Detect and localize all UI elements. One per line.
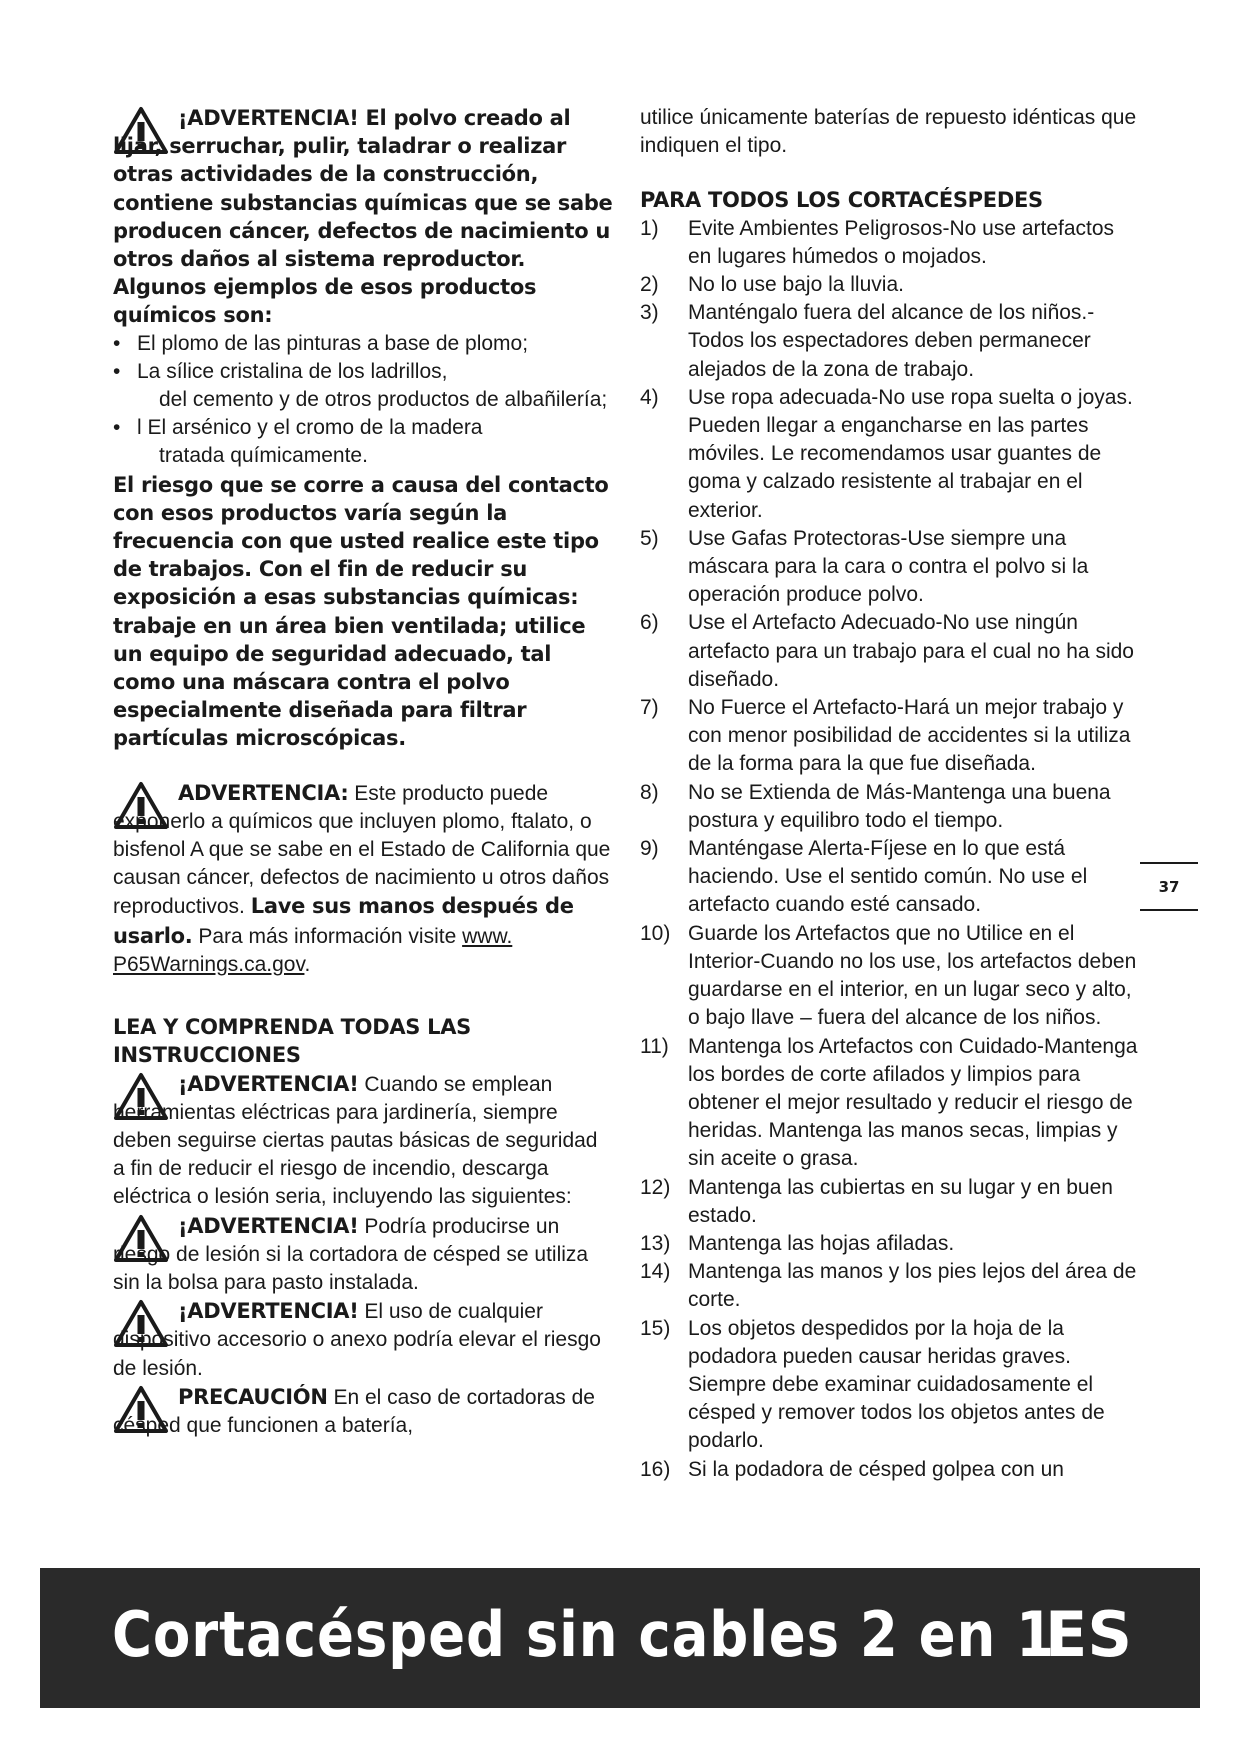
item-number: 9)	[640, 837, 659, 861]
list-item	[640, 1456, 1140, 1484]
warning-title: ¡ADVERTENCIA!	[178, 1299, 359, 1324]
item-number: 3)	[640, 301, 659, 325]
item-number: 16)	[640, 1457, 671, 1481]
item-number: 5)	[640, 526, 659, 550]
safety-rules-list	[640, 215, 1140, 1484]
item-number: 2)	[640, 273, 659, 297]
list-item: • El plomo de las pinturas a base de plomo;	[113, 330, 613, 358]
list-item	[640, 779, 1140, 835]
list-item	[640, 1174, 1140, 1230]
list-item	[640, 920, 1140, 1033]
warning-icon	[113, 1385, 169, 1435]
warning-prop65: ADVERTENCIA: Este producto puede exponerlo a químicos que incluyen plomo, ftalato, o bisfenol A que se sabe en el Estado de California que causan cáncer, defectos de nacimiento u otros daños reproductivos. Lave sus manos después de usarlo. Para más información visite www. P65Warnings.ca.gov.	[113, 780, 611, 976]
risk-paragraph: El riesgo que se corre a causa del contacto con esos productos varía según la frecuencia con que usted realice este tipo de trabajos. Con el fin de reducir su exposición a esas substancias químicas: trabaje en un área bien ventilada; utilice un equipo de seguridad adecuado, tal como una máscara contra el polvo especialmente diseñada para filtrar partículas microscópicas.	[113, 472, 609, 751]
item-text: Manténgase Alerta-Fíjese en lo que está haciendo. Use el sentido común. No use el artefacto cuando esté cansado.	[688, 837, 1088, 917]
list-item	[640, 525, 1140, 610]
warning-icon	[113, 1214, 169, 1264]
list-item	[640, 609, 1140, 694]
item-number: 8)	[640, 780, 659, 804]
warning-grass-bag: ¡ADVERTENCIA! Podría producirse un riesgo de lesión si la cortadora de césped se utiliza sin la bolsa para pasto instalada.	[113, 1213, 589, 1294]
item-number: 1)	[640, 216, 659, 240]
left-column	[113, 104, 613, 1440]
item-text: No lo use bajo la lluvia.	[688, 273, 904, 297]
item-number: 7)	[640, 696, 659, 720]
warning-title: ¡ADVERTENCIA!	[178, 1213, 359, 1238]
item-number: 11)	[640, 1034, 669, 1058]
list-item	[640, 1258, 1140, 1314]
list-item	[640, 1033, 1140, 1174]
footer-banner	[40, 1568, 1200, 1708]
item-number: 10)	[640, 921, 671, 945]
item-text: Mantenga los Artefactos con Cuidado-Mantenga los bordes de corte afilados y limpios para obtener el mejor resultado y reducir el riesgo de heridas. Mantenga las manos secas, limpias y sin aceite o grasa.	[688, 1034, 1138, 1171]
language-code: ES	[1044, 1598, 1132, 1671]
page-number: 37	[1140, 862, 1198, 911]
list-item	[640, 215, 1140, 271]
warning-accessories: ¡ADVERTENCIA! El uso de cualquier dispositivo accesorio o anexo podría elevar el riesgo de lesión.	[113, 1299, 601, 1380]
warning-title: ADVERTENCIA:	[178, 780, 349, 805]
item-text: Manténgalo fuera del alcance de los niños.-Todos los espectadores deben permanecer alejados de la zona de trabajo.	[688, 301, 1095, 381]
item-number: 4)	[640, 385, 659, 409]
p65-warnings-link[interactable]: www. P65Warnings.ca.gov	[113, 924, 513, 976]
list-item	[640, 384, 1140, 525]
list-item	[640, 1230, 1140, 1258]
list-item: • La sílice cristalina de los ladrillos, del cemento y de otros productos de albañilería;	[113, 358, 613, 414]
list-item	[640, 1315, 1140, 1456]
item-number: 6)	[640, 611, 659, 635]
list-item: • l El arsénico y el cromo de la madera tratada químicamente.	[113, 414, 613, 470]
item-text: Use el Artefacto Adecuado-No use ningún artefacto para un trabajo para el cual no ha sido diseñado.	[688, 611, 1134, 691]
section-heading: LEA Y COMPRENDA TODAS LAS INSTRUCCIONES	[113, 1015, 472, 1068]
item-text: Si la podadora de césped golpea con un	[688, 1457, 1064, 1481]
warning-icon	[113, 106, 169, 156]
list-item	[640, 271, 1140, 299]
section-heading: PARA TODOS LOS CORTACÉSPEDES	[640, 188, 1043, 213]
chemicals-list	[113, 330, 613, 471]
warning-icon	[113, 1072, 169, 1122]
item-text: Los objetos despedidos por la hoja de la podadora pueden causar heridas graves. Siempre debe examinar cuidadosamente el césped y remover todos los objetos antes de podarlo.	[688, 1316, 1105, 1453]
warning-title: ¡ADVERTENCIA!	[178, 1071, 359, 1096]
item-text: Mantenga las cubiertas en su lugar y en buen estado.	[688, 1175, 1113, 1227]
product-title: Cortacésped sin cables 2 en 1	[112, 1598, 1055, 1671]
battery-intro: utilice únicamente baterías de repuesto idénticas que indiquen el tipo.	[640, 106, 1137, 158]
warning-icon	[113, 1299, 169, 1349]
item-number: 15)	[640, 1316, 671, 1340]
list-item	[640, 299, 1140, 384]
wash-hands-notice: Lave sus manos después de usarlo.	[113, 894, 574, 948]
caution-battery: PRECAUCIÓN En el caso de cortadoras de césped que funcionen a batería,	[113, 1384, 595, 1437]
list-item	[640, 694, 1140, 779]
warning-text: El polvo creado al lijar, serruchar, pulir, taladrar o realizar otras actividades de la construcción, contiene substancias químicas que se sabe producen cáncer, defectos de nacimiento u otros daños al sistema reproductor. Algunos ejemplos de esos productos químicos son:	[113, 106, 613, 328]
item-text: Mantenga las hojas afiladas.	[688, 1231, 955, 1255]
warning-garden-tools: ¡ADVERTENCIA! Cuando se emplean herramientas eléctricas para jardinería, siempre deben seguirse ciertas pautas básicas de seguridad a fin de reducir el riesgo de incendio, descarga eléctrica o lesión seria, incluyendo las siguientes:	[113, 1071, 598, 1209]
list-item	[640, 835, 1140, 920]
item-number: 14)	[640, 1260, 671, 1284]
right-column	[640, 104, 1140, 1484]
item-text: Evite Ambientes Peligrosos-No use artefactos en lugares húmedos o mojados.	[688, 216, 1115, 268]
item-number: 13)	[640, 1231, 671, 1255]
warning-icon	[113, 781, 169, 831]
item-text: Mantenga las manos y los pies lejos del área de corte.	[688, 1260, 1137, 1312]
warning-title: ¡ADVERTENCIA!	[178, 106, 359, 130]
item-text: Use ropa adecuada-No use ropa suelta o joyas. Pueden llegar a engancharse en las partes móviles. Le recomendamos usar guantes de goma y calzado resistente al trabajar en el exterior.	[688, 385, 1133, 522]
warning-dust	[113, 104, 613, 330]
item-text: No se Extienda de Más-Mantenga una buena postura y equilibro todo el tiempo.	[688, 780, 1111, 832]
item-number: 12)	[640, 1175, 671, 1199]
caution-title: PRECAUCIÓN	[178, 1384, 328, 1409]
item-text: Guarde los Artefactos que no Utilice en el Interior-Cuando no los use, los artefactos deben guardarse en el interior, en un lugar seco y alto, o bajo llave – fuera del alcance de los niños.	[688, 921, 1137, 1030]
item-text: Use Gafas Protectoras-Use siempre una máscara para la cara o contra el polvo si la operación produce polvo.	[688, 526, 1089, 607]
item-text: No Fuerce el Artefacto-Hará un mejor trabajo y con menor posibilidad de accidentes si la utiliza de la forma para la que fue diseñada.	[688, 696, 1131, 776]
